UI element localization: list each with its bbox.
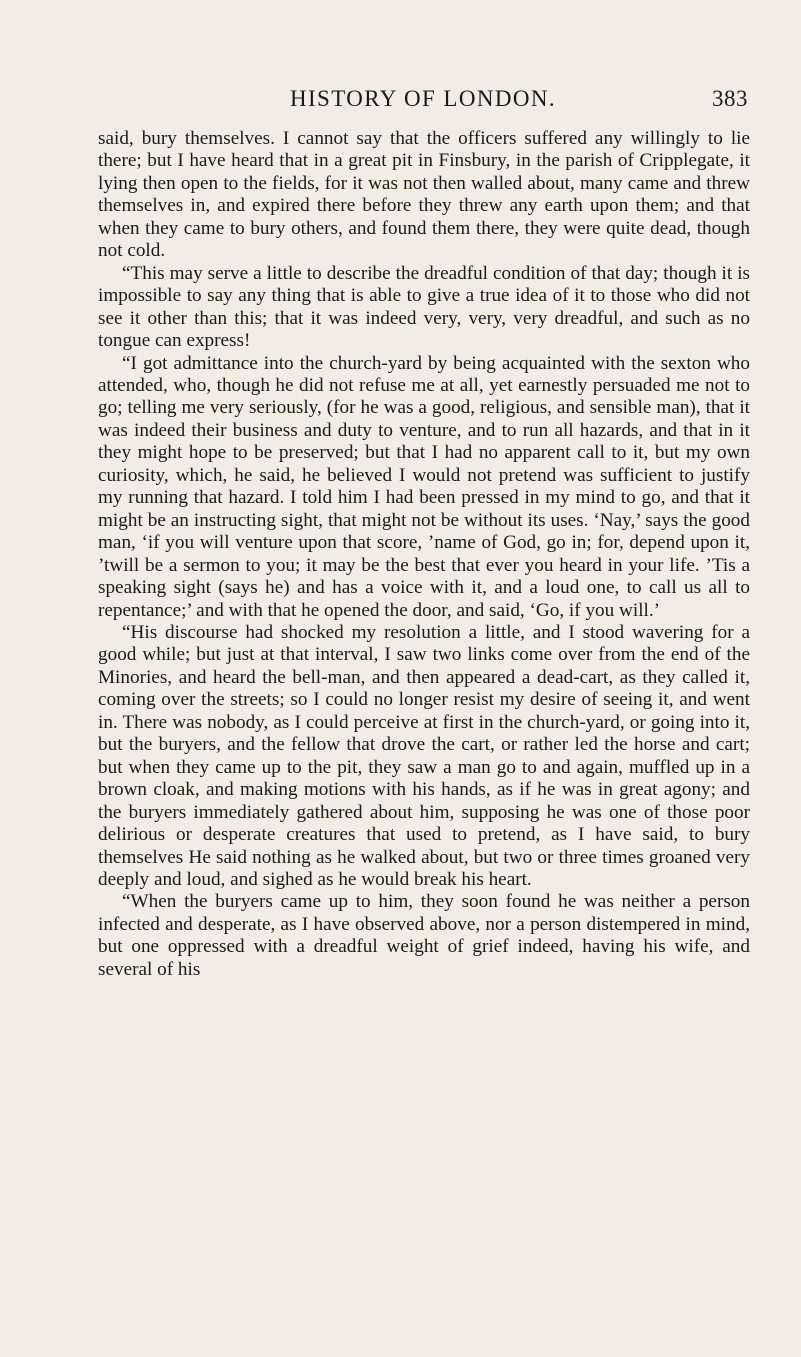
paragraph: “When the buryers came up to him, they soon found he was neither a person infected and desperate, as I have observed above, nor a person distempered in mind, but one oppressed with a dreadful weight of grief indeed, having his wife, and several of his [98, 891, 750, 980]
paragraph: said, bury themselves. I cannot say that the officers suffered any willingly to lie there; but I have heard that in a great pit in Finsbury, in the parish of Cripplegate, it lying then open to the fields, for it was not then walled about, many came and threw themselves in, and expired there before they threw any earth upon them; and that when they came to bury others, and found them there, they were quite dead, though not cold. [98, 128, 750, 262]
paragraph: “His discourse had shocked my resolution a little, and I stood wavering for a good while; but just at that interval, I saw two links come over from the end of the Minories, and heard the bell-man, and then appeared a dead-cart, as they called it, coming over the streets; so I could no longer resist my desire of seeing it, and went in. There was nobody, as I could perceive at first in the church-yard, or going into it, but the buryers, and the fellow that drove the cart, or rather led the horse and cart; but when they came up to the pit, they saw a man go to and again, muffled up in a brown cloak, and making motions with his hands, as if he was in great agony; and the buryers immediately gathered about him, supposing he was one of those poor delirious or desperate creatures that used to pretend, as I have said, to bury themselves He said nothing as he walked about, but two or three times groaned very deeply and loud, and sighed as he would break his heart. [98, 621, 750, 890]
page-number: 383 [712, 86, 748, 111]
running-head: HISTORY OF LONDON. [289, 86, 557, 111]
body-text [98, 128, 750, 981]
paragraph: “This may serve a little to describe the dreadful condition of that day; though it is impossible to say any thing that is able to give a true idea of it to those who did not see it other than this; that it was indeed very, very, very dreadful, and such as no tongue can express! [98, 262, 750, 352]
page-header [98, 86, 748, 116]
paragraph: “I got admittance into the church-yard by being acquainted with the sexton who attended, who, though he did not refuse me at all, yet earnestly persuaded me not to go; telling me very seriously, (for he was a good, religious, and sensible man), that it was indeed their business and duty to venture, and to run all hazards, and that in it they might hope to be preserved; but that I had no apparent call to it, but my own curiosity, which, he said, he believed I would not pretend was sufficient to justify my running that hazard. I told him I had been pressed in my mind to go, and that it might be an instructing sight, that might not be without its uses. ‘Nay,’ says the good man, ‘if you will venture upon that score, ’name of God, go in; for, depend upon it, ’twill be a sermon to you; it may be the best that ever you heard in your life. ’Tis a speaking sight (says he) and has a voice with it, and a loud one, to call us all to repentance;’ and with that he opened the door, and said, ‘Go, if you will.’ [98, 352, 750, 621]
